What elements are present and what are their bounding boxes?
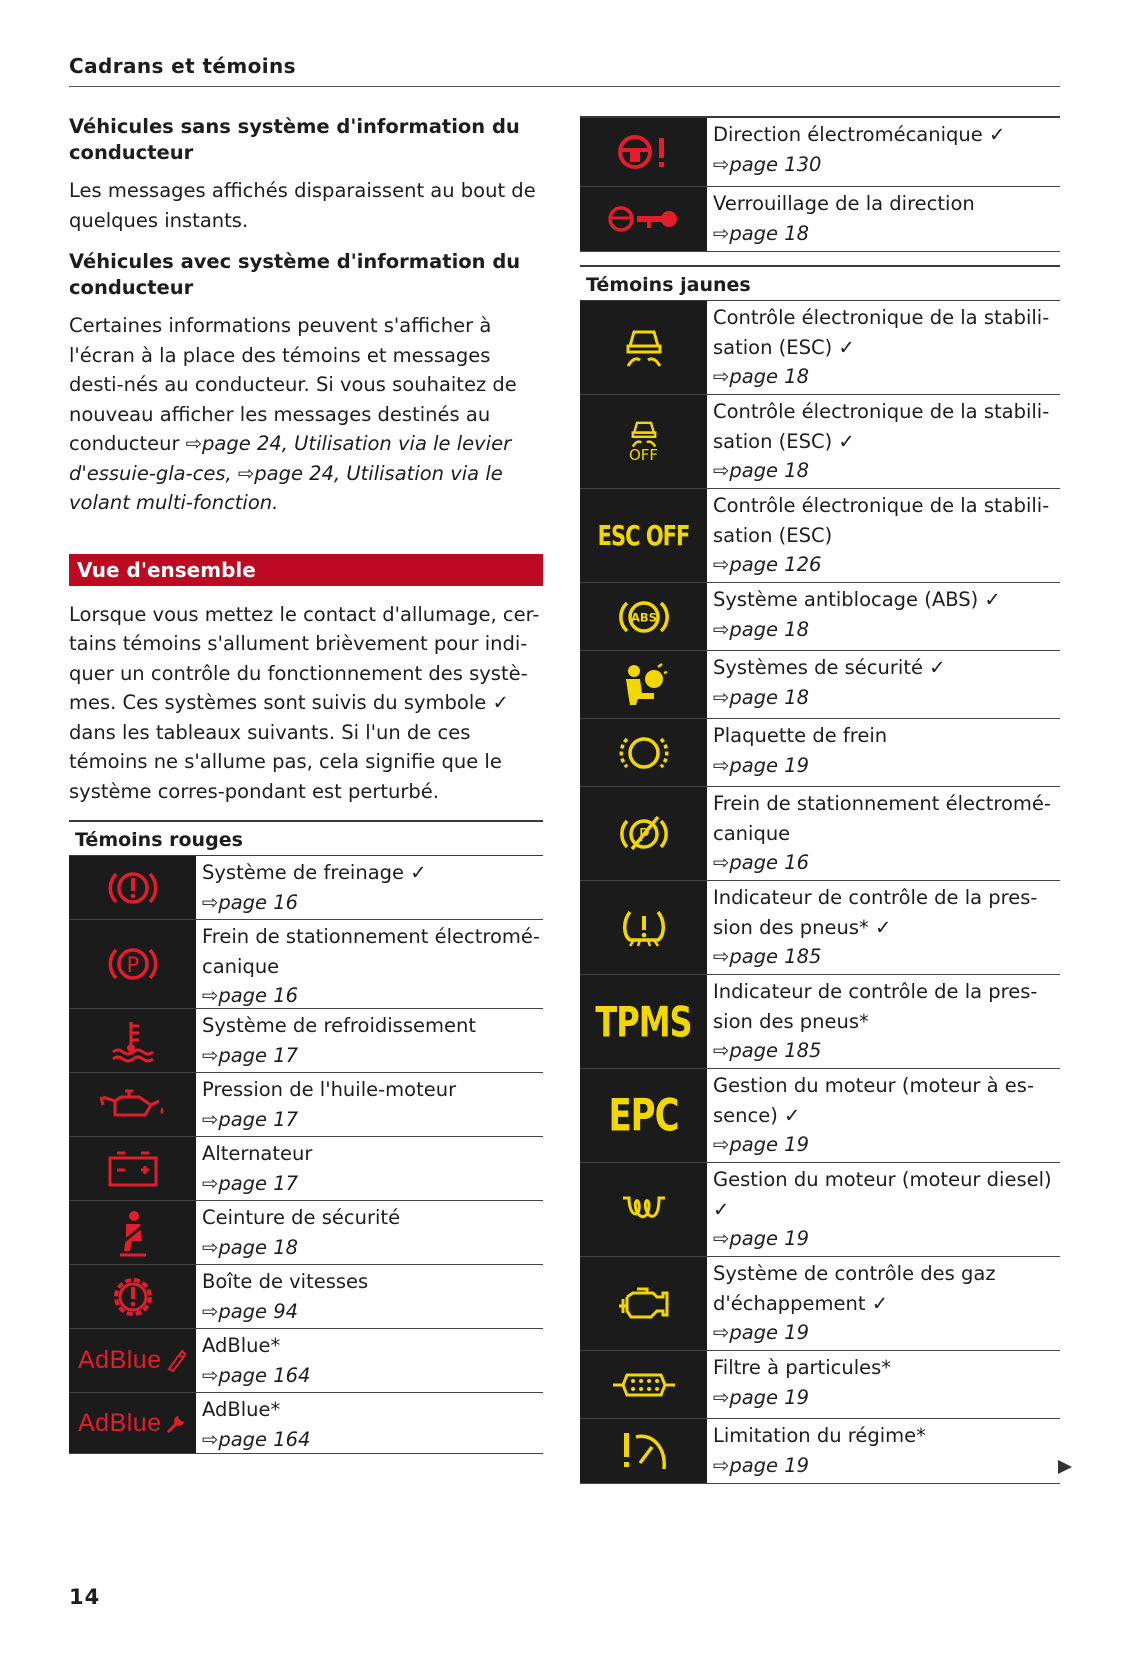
page-link[interactable]: ⇨page 164 xyxy=(202,1427,311,1451)
red-lights-table xyxy=(69,856,543,1454)
glow-plug-icon xyxy=(580,1163,707,1256)
svg-text:P: P xyxy=(638,824,649,846)
overview-heading: Vue d'ensemble xyxy=(69,554,543,586)
table-row xyxy=(69,1009,543,1073)
row-label: Alternateur xyxy=(202,1142,313,1165)
overview-text: Lorsque vous mettez le contact d'allumage, cer-tains témoins s'allument brièvement pour indi-quer un contrôle du fonctionnement des systè-mes. Ces systèmes sont suivis du symbole ✓ dans les tableaux suivants. Si l'un de ces témoins ne s'allume pas, cela signifie que le système corres-pondant est perturbé. xyxy=(69,602,540,803)
table-row xyxy=(69,1329,543,1393)
tire-pressure-icon xyxy=(580,881,707,974)
adblue-wrench-icon: AdBlue xyxy=(69,1393,196,1453)
page-link[interactable]: ⇨page 18 xyxy=(713,459,810,482)
page-link[interactable]: ⇨page 19 xyxy=(713,1453,810,1477)
section-text-with-dis: Certaines informations peuvent s'afficher à l'écran à la place des témoins et messages desti-nés au conducteur. Si vous souhaitez de nouveau afficher les messages destinés au conducteur ⇨page 24, Utilisation via le levier d'essuie-gla-ces, ⇨page 24, Utilisation via le volant multi-fonction. xyxy=(69,314,517,514)
table-row xyxy=(69,1137,543,1201)
table-row xyxy=(580,583,1060,651)
parking-brake-crossed-icon xyxy=(580,787,707,880)
yellow-lights-table xyxy=(580,301,1060,1484)
brake-system-icon xyxy=(69,856,196,919)
table-row xyxy=(580,1419,1060,1484)
page-link[interactable]: ⇨page 17 xyxy=(202,1107,299,1131)
table-row xyxy=(69,1265,543,1329)
steering-warning-icon xyxy=(580,118,707,186)
page-link[interactable]: ⇨page 18 xyxy=(713,221,810,245)
row-label: Plaquette de frein xyxy=(713,724,888,747)
section-title-without-dis: Véhicules sans système d'information du conducteur xyxy=(69,115,520,164)
row-label: Frein de stationnement électromé-canique xyxy=(202,925,540,978)
page-link[interactable]: ⇨page 18 xyxy=(713,617,810,641)
section-title-with-dis: Véhicules avec système d'information du conducteur xyxy=(69,250,521,299)
row-label: Systèmes de sécurité ✓ xyxy=(713,656,946,679)
row-label: Système de freinage ✓ xyxy=(202,861,427,884)
row-label: Filtre à particules* xyxy=(713,1356,892,1379)
row-label: AdBlue* xyxy=(202,1334,281,1357)
row-label: Contrôle électronique de la stabili-sation (ESC) xyxy=(713,494,1050,547)
table-row xyxy=(69,1393,543,1454)
table-row xyxy=(580,301,1060,395)
header-divider xyxy=(69,86,1060,87)
page-link[interactable]: ⇨page 19 xyxy=(713,1385,810,1409)
particle-filter-icon xyxy=(580,1351,707,1418)
page-header-title: Cadrans et témoins xyxy=(69,54,296,78)
table-row xyxy=(69,856,543,920)
page-link[interactable]: ⇨page 16 xyxy=(202,984,299,1007)
table-row xyxy=(69,920,543,1009)
battery-icon xyxy=(69,1137,196,1200)
esc-off-icon: OFF xyxy=(580,395,707,488)
table-row xyxy=(69,1073,543,1137)
page-link[interactable]: ⇨page 126 xyxy=(713,553,822,576)
esc-icon xyxy=(580,301,707,394)
tpms-icon: TPMS xyxy=(580,975,707,1068)
row-label: Indicateur de contrôle de la pres-sion des pneus* ✓ xyxy=(713,886,1038,939)
page-link[interactable]: ⇨page 19 xyxy=(713,1321,810,1344)
table-row xyxy=(69,1201,543,1265)
table-row xyxy=(580,395,1060,489)
page-link[interactable]: ⇨page 17 xyxy=(202,1171,299,1195)
cross-ref-steering-wheel[interactable]: ⇨page 24, Utilisation via le volant multi-fonction. xyxy=(69,461,503,514)
row-label: Verrouillage de la direction xyxy=(713,192,975,215)
table-row xyxy=(580,489,1060,583)
page-link[interactable]: ⇨page 19 xyxy=(713,1133,810,1156)
row-label: Contrôle électronique de la stabili-sation (ESC) ✓ xyxy=(713,306,1050,359)
right-column xyxy=(580,116,1060,1484)
row-label: Ceinture de sécurité xyxy=(202,1206,401,1229)
row-label: Limitation du régime* xyxy=(713,1424,926,1447)
oil-can-icon xyxy=(69,1073,196,1136)
table-row xyxy=(580,1257,1060,1351)
page-link[interactable]: ⇨page 19 xyxy=(713,1227,810,1250)
parking-brake-icon xyxy=(69,920,196,1008)
page-number: 14 xyxy=(69,1585,101,1609)
table-row xyxy=(580,1069,1060,1163)
coolant-icon xyxy=(69,1009,196,1072)
page-link[interactable]: ⇨page 164 xyxy=(202,1363,311,1387)
row-label: Direction électromécanique ✓ xyxy=(713,123,1006,146)
table-row xyxy=(580,881,1060,975)
page-link[interactable]: ⇨page 17 xyxy=(202,1043,299,1067)
page-link[interactable]: ⇨page 185 xyxy=(713,945,822,968)
page-link[interactable]: ⇨page 185 xyxy=(713,1039,822,1062)
row-label: Boîte de vitesses xyxy=(202,1270,369,1293)
row-label: Frein de stationnement électromé-canique xyxy=(713,792,1051,845)
table-row xyxy=(580,118,1060,187)
page-link[interactable]: ⇨page 18 xyxy=(713,365,810,388)
yellow-lights-table-title: Témoins jaunes xyxy=(580,265,1060,301)
table-row xyxy=(580,1351,1060,1419)
red-lights-table-title: Témoins rouges xyxy=(69,820,543,856)
table-row xyxy=(580,719,1060,787)
cross-ref-wiper-lever[interactable]: ⇨page 24, Utilisation via le levier d'essuie-gla-ces, xyxy=(69,432,512,485)
red-lights-table-continued xyxy=(580,116,1060,252)
gearbox-icon xyxy=(69,1265,196,1328)
row-label: AdBlue* xyxy=(202,1398,281,1421)
row-label: Gestion du moteur (moteur à es-sence) ✓ xyxy=(713,1074,1034,1127)
row-label: Contrôle électronique de la stabili-sation (ESC) ✓ xyxy=(713,400,1050,453)
page-link[interactable]: ⇨page 94 xyxy=(202,1299,299,1323)
row-label: Système antiblocage (ABS) ✓ xyxy=(713,588,1001,611)
abs-icon-label: ABS xyxy=(630,610,657,624)
page-link[interactable]: ⇨page 18 xyxy=(713,685,810,709)
brake-pad-icon xyxy=(580,719,707,786)
seatbelt-icon xyxy=(69,1201,196,1264)
table-row xyxy=(580,651,1060,719)
engine-icon xyxy=(580,1257,707,1350)
next-page-arrow-icon[interactable] xyxy=(1058,1460,1072,1474)
svg-text:P: P xyxy=(126,953,139,977)
steering-lock-icon xyxy=(580,187,707,251)
table-row xyxy=(580,1163,1060,1257)
row-label: Système de refroidissement xyxy=(202,1014,476,1037)
table-row xyxy=(580,187,1060,252)
adblue-fill-icon: AdBlue xyxy=(69,1329,196,1392)
section-text-without-dis: Les messages affichés disparaissent au bout de quelques instants. xyxy=(69,179,536,232)
row-label: Pression de l'huile-moteur xyxy=(202,1078,457,1101)
page-link[interactable]: ⇨page 18 xyxy=(202,1235,299,1259)
table-row xyxy=(580,975,1060,1069)
esc-off-text-icon: ESC OFF xyxy=(580,489,707,582)
epc-icon: EPC xyxy=(580,1069,707,1162)
abs-icon xyxy=(580,583,707,650)
row-label: Système de contrôle des gaz d'échappement ✓ xyxy=(713,1262,996,1315)
row-label: Indicateur de contrôle de la pres-sion des pneus* xyxy=(713,980,1038,1033)
page-link[interactable]: ⇨page 130 xyxy=(713,152,822,176)
page-link[interactable]: ⇨page 19 xyxy=(713,753,810,777)
table-row xyxy=(580,787,1060,881)
airbag-icon xyxy=(580,651,707,718)
page-link[interactable]: ⇨page 16 xyxy=(713,851,810,874)
page-link[interactable]: ⇨page 16 xyxy=(202,890,299,914)
left-column xyxy=(69,114,543,1454)
speed-limit-icon xyxy=(580,1419,707,1483)
row-label: Gestion du moteur (moteur diesel) ✓ xyxy=(713,1168,1052,1221)
